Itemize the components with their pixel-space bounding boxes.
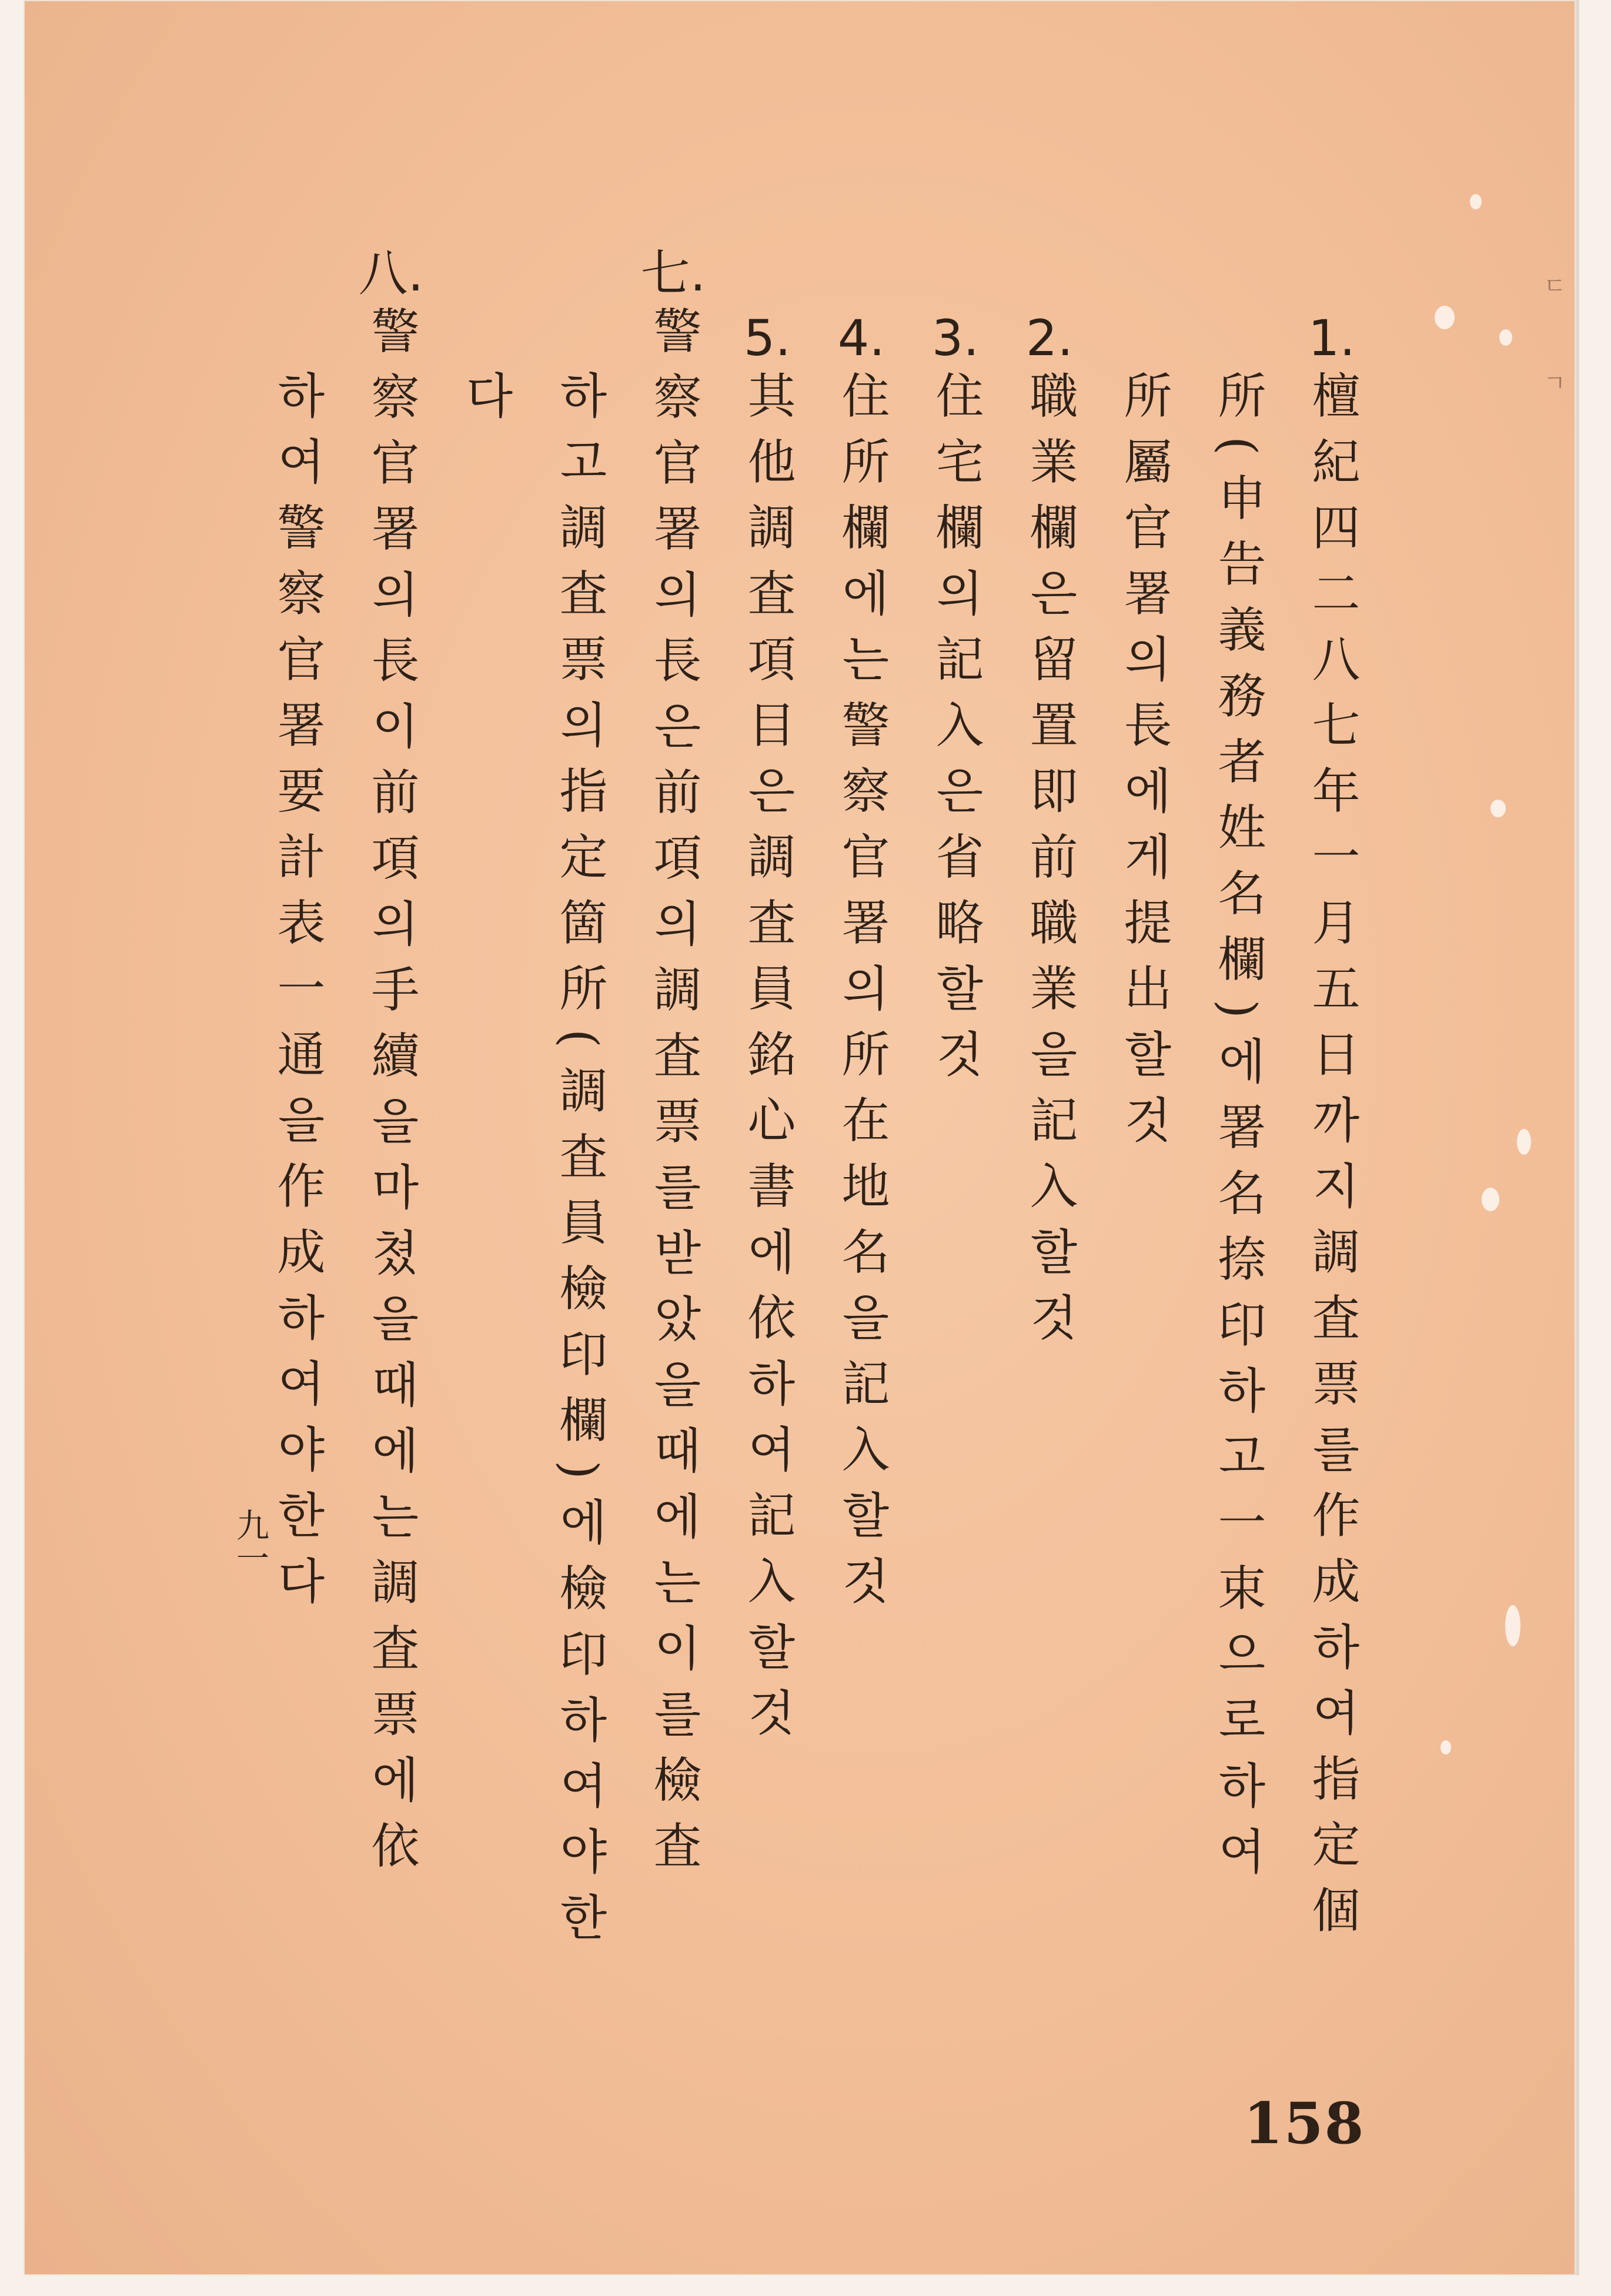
column-text: 하여警察官署要計表一通을作成하여야한다 <box>269 370 325 1622</box>
text-column-7 <box>735 306 800 1753</box>
column-text: 住宅欄의記入은省略할것 <box>928 370 984 1095</box>
column-text: 職業欄은留置即前職業을記入할것 <box>1022 370 1078 1358</box>
text-column-6 <box>829 306 894 1622</box>
text-column-10 <box>453 306 517 436</box>
text-column-12 <box>265 306 329 1622</box>
text-column-5 <box>923 306 988 1095</box>
text-column-3 <box>1111 306 1176 1161</box>
item-marker: 5. <box>743 309 791 367</box>
item-marker: 2. <box>1025 309 1074 367</box>
column-text: 所(申告義務者姓名欄)에署名捺印하고一束으로하여 <box>1210 370 1266 1892</box>
column-text: 住所欄에는警察官署의所在地名을記入할것 <box>834 370 890 1622</box>
column-text: 其他調査項目은調査員銘心書에依하여記入할것 <box>740 370 796 1753</box>
item-marker: 八. <box>358 245 424 302</box>
page-number: 158 <box>1244 2090 1365 2157</box>
text-column-1 <box>1299 306 1364 1951</box>
text-column-11 <box>359 241 423 1886</box>
text-column-4 <box>1017 306 1082 1358</box>
item-marker: 七. <box>640 245 706 302</box>
column-text: 所屬官署의長에게提出할것 <box>1116 370 1172 1161</box>
margin-mark: ㄷ <box>1543 273 1566 300</box>
text-column-2 <box>1205 306 1270 1892</box>
text-column-9 <box>547 306 611 1958</box>
margin-mark: ㄱ <box>1543 370 1566 397</box>
item-marker: 1. <box>1308 309 1356 367</box>
column-text: 警察官署의長은前項의調査票를받았을때에는이를檢査 <box>646 306 701 1886</box>
item-marker: 4. <box>837 309 885 367</box>
footer-number: 九一 <box>231 1508 269 1574</box>
column-text: 檀紀四二八七年一月五日까지調査票를作成하여指定個 <box>1304 370 1360 1951</box>
column-text: 警察官署의長이前項의手續을마쳤을때에는調査票에依 <box>363 306 419 1886</box>
text-column-8 <box>641 241 706 1886</box>
item-marker: 3. <box>931 309 980 367</box>
column-text: 다 <box>457 370 513 436</box>
document-page <box>24 0 1579 2275</box>
column-text: 하고調査票의指定箇所(調査員檢印欄)에檢印하여야한 <box>552 370 607 1958</box>
